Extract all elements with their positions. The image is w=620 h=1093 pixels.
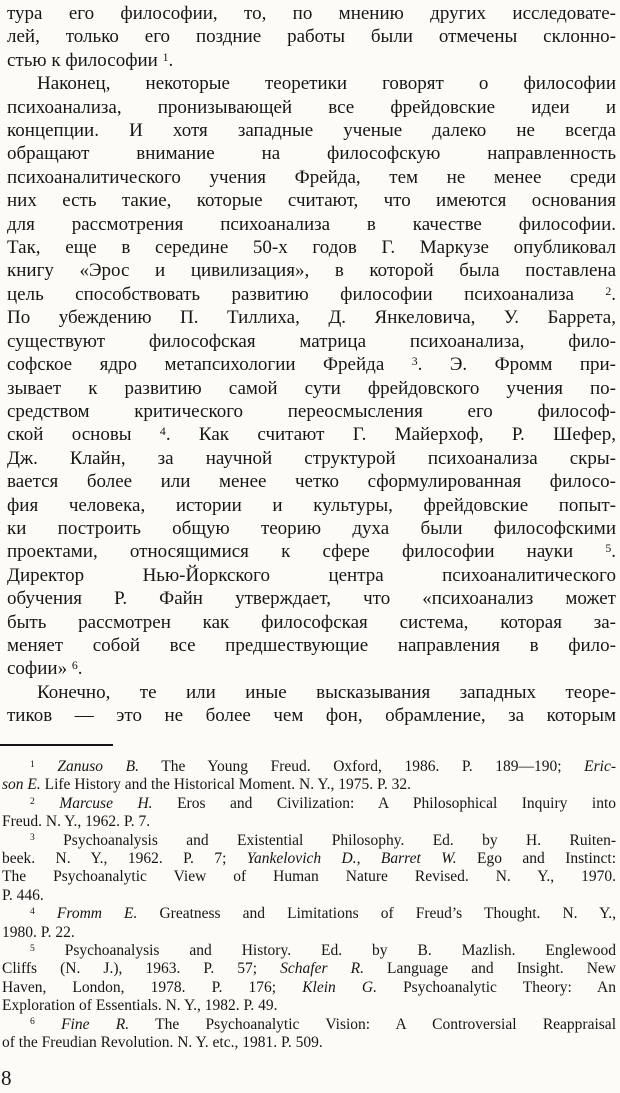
- text-segment: Greatness and Limitations of Freud’s Thought. N. Y.,: [137, 905, 617, 923]
- text-segment: The Young Freud. Oxford, 1986. P. 189—190;: [138, 758, 585, 775]
- body-line: [7, 377, 616, 400]
- text-segment: зывает к развитию самой сути фрейдовского учения по-: [7, 377, 616, 399]
- text-segment: цель способствовать развитию философии психоанализа: [7, 283, 606, 305]
- body-line: [7, 353, 616, 376]
- body-line: [7, 330, 616, 353]
- italic-citation-name: Eric-: [584, 758, 616, 775]
- text-segment: средством критического переосмысления его философ-: [7, 400, 616, 422]
- text-segment: быть рассмотрен как философская система, которая за-: [7, 611, 616, 633]
- footnote-separator-rule: [0, 744, 113, 746]
- footnote-line: [2, 1016, 616, 1034]
- text-segment: тура его философии, то, по мнению других исследовате-: [7, 3, 616, 24]
- text-segment: для рассмотрения психоанализа в качестве философии.: [7, 213, 616, 235]
- body-line: [7, 470, 616, 493]
- body-line: [7, 259, 616, 282]
- italic-citation-name: Schafer R.: [280, 960, 364, 978]
- text-segment: Exploration of Essentials. N. Y., 1982. P. 49.: [2, 997, 278, 1015]
- text-segment: фия человека, истории и культуры, фрейдовские попыт-: [7, 494, 616, 516]
- body-line: [7, 2, 616, 25]
- italic-citation-name: son E.: [2, 776, 41, 794]
- body-line: [7, 423, 616, 446]
- text-segment: .: [611, 283, 616, 305]
- footnote-line: [2, 776, 616, 794]
- superscript-marker: 2: [30, 795, 35, 807]
- text-segment: софское ядро метапсихологии Фрейда: [7, 354, 412, 376]
- superscript-marker: 5: [605, 542, 612, 556]
- footnote-line: [2, 1034, 616, 1052]
- body-line: [7, 283, 616, 306]
- text-segment: них есть такие, которые считают, что имеются основания: [7, 190, 616, 212]
- body-line: [7, 611, 616, 634]
- text-segment: Life History and the Historical Moment. N. Y., 1975. P. 32.: [40, 776, 411, 794]
- text-segment: The Psychoanalytic View of Human Nature Revised. N. Y., 1970.: [2, 868, 616, 886]
- body-line: [7, 236, 616, 259]
- text-segment: P. 446.: [2, 886, 44, 904]
- text-segment: ки построить общую теорию духа были философскими: [7, 517, 616, 539]
- text-segment: Language and Insight. New: [363, 960, 616, 978]
- text-segment: книгу «Эрос и цивилизация», в которой была поставлена: [7, 260, 616, 282]
- text-segment: ской основы: [7, 424, 160, 446]
- text-segment: Psychoanalysis and History. Ed. by B. Mazlish. Englewood: [34, 942, 616, 960]
- body-line: [7, 517, 616, 540]
- text-segment: проектами, относящимися к сфере философии науки: [7, 541, 606, 563]
- text-segment: .: [77, 658, 83, 680]
- footnote-line: [2, 832, 616, 850]
- text-segment: Psychoanalytic Theory: An: [376, 978, 616, 996]
- body-line: [7, 494, 616, 517]
- footnote-line: [2, 795, 616, 813]
- body-line: [7, 704, 616, 727]
- superscript-marker: 3: [411, 354, 418, 368]
- text-segment: меняет собой все предшествующие направления в фило-: [7, 634, 616, 656]
- body-line: [7, 166, 616, 189]
- italic-citation-name: Klein G.: [302, 978, 377, 996]
- text-segment: Директор Нью-Йоркского центра психоаналитического: [7, 564, 616, 586]
- body-line: [7, 540, 616, 563]
- text-segment: Дж. Клайн, за научной структурой психоанализа скры-: [7, 447, 616, 469]
- text-segment: [35, 795, 60, 812]
- text-segment: Так, еще в середине 50-х годов Г. Маркузе опубликовал: [7, 237, 616, 259]
- text-segment: лей, только его поздние работы были отмечены склонно-: [7, 26, 616, 48]
- body-line: [7, 96, 616, 119]
- text-segment: Eros and Civilization: A Philosophical Inquiry into: [152, 794, 617, 812]
- footnote-line: [2, 997, 616, 1015]
- text-segment: психоаналитического учения Фрейда, тем не менее среди: [7, 166, 616, 188]
- text-segment: существуют философская матрица психоанализа, фило-: [7, 330, 616, 352]
- text-segment: [35, 905, 57, 922]
- text-segment: софии»: [7, 658, 72, 680]
- text-segment: стью к философии: [7, 49, 163, 71]
- page-number: 8: [1, 1066, 12, 1090]
- superscript-marker: 6: [71, 659, 78, 673]
- text-segment: Freud. N. Y., 1962. P. 7.: [2, 813, 151, 831]
- body-line: [7, 564, 616, 587]
- body-line: [7, 681, 616, 704]
- text-segment: концепции. И хотя западные ученые далеко не всегда: [7, 120, 616, 142]
- body-line: [7, 634, 616, 657]
- text-segment: of the Freudian Revolution. N. Y. etc., 1981. P. 509.: [2, 1034, 323, 1052]
- superscript-marker: 3: [30, 832, 35, 844]
- superscript-marker: 1: [30, 758, 35, 770]
- superscript-marker: 2: [605, 284, 612, 298]
- superscript-marker: 5: [30, 942, 35, 954]
- text-segment: Ego and Instinct:: [456, 850, 616, 868]
- footnote-line: [2, 758, 616, 776]
- italic-citation-name: Fromm E.: [56, 905, 138, 923]
- footnote-line: [2, 813, 616, 831]
- body-line: [7, 119, 616, 142]
- text-segment: обучения Р. Файн утверждает, что «психоанализ может: [7, 588, 616, 610]
- text-segment: Psychoanalysis and Existential Philosophy. Ed. by H. Ruiten-: [34, 831, 616, 849]
- body-line: [7, 657, 616, 680]
- text-segment: . Как считают Г. Майерхоф, Р. Шефер,: [165, 424, 616, 446]
- text-segment: .: [168, 49, 174, 71]
- italic-citation-name: Yankelovich D., Barret W.: [246, 850, 457, 868]
- italic-citation-name: Fine R.: [61, 1015, 130, 1033]
- footnote-line: [2, 887, 616, 905]
- text-segment: [35, 1016, 61, 1033]
- text-segment: По убеждению П. Тиллиха, Д. Янкеловича, У. Баррета,: [7, 307, 616, 329]
- footnote-line: [2, 905, 616, 923]
- text-segment: [35, 758, 58, 775]
- text-segment: Наконец, некоторые теоретики говорят о философии: [37, 73, 616, 95]
- superscript-marker: 1: [162, 50, 169, 64]
- body-line: [7, 72, 616, 95]
- body-line: [7, 306, 616, 329]
- footnotes-block: [2, 758, 616, 1053]
- body-line: [7, 189, 616, 212]
- italic-citation-name: Marcuse H.: [59, 794, 153, 812]
- superscript-marker: 4: [30, 905, 35, 917]
- text-segment: тиков — это не более чем фон, обрамление, за которым: [7, 705, 616, 727]
- body-line: [7, 400, 616, 423]
- text-segment: обращают внимание на философскую направленность: [7, 143, 616, 165]
- footnote-line: [2, 960, 616, 978]
- text-segment: психоанализа, пронизывающей все фрейдовские идеи и: [7, 96, 616, 118]
- superscript-marker: 4: [159, 425, 166, 439]
- footnote-line: [2, 942, 616, 960]
- body-line: [7, 213, 616, 236]
- body-line: [7, 25, 616, 48]
- footnote-line: [2, 868, 616, 886]
- footnote-line: [2, 924, 616, 942]
- body-line: [7, 49, 616, 72]
- text-segment: . Э. Фромм при-: [417, 354, 616, 376]
- body-line: [7, 142, 616, 165]
- text-segment: вается более или менее четко сформулированная филосо-: [7, 471, 616, 493]
- text-segment: Конечно, те или иные высказывания западных теоре-: [37, 681, 616, 703]
- body-line: [7, 447, 616, 470]
- text-segment: .: [611, 541, 616, 563]
- superscript-marker: 6: [30, 1016, 35, 1028]
- body-text-block: [7, 2, 616, 728]
- body-line: [7, 587, 616, 610]
- text-segment: 1980. P. 22.: [2, 923, 75, 941]
- text-segment: Cliffs (N. J.), 1963. P. 57;: [2, 960, 281, 978]
- text-segment: Haven, London, 1978. P. 176;: [2, 978, 303, 996]
- italic-citation-name: Zanuso B.: [57, 758, 139, 775]
- footnote-line: [2, 979, 616, 997]
- footnote-line: [2, 850, 616, 868]
- text-segment: The Psychoanalytic Vision: A Controversial Reappraisal: [129, 1015, 616, 1033]
- text-segment: beek. N. Y., 1962. P. 7;: [2, 850, 247, 868]
